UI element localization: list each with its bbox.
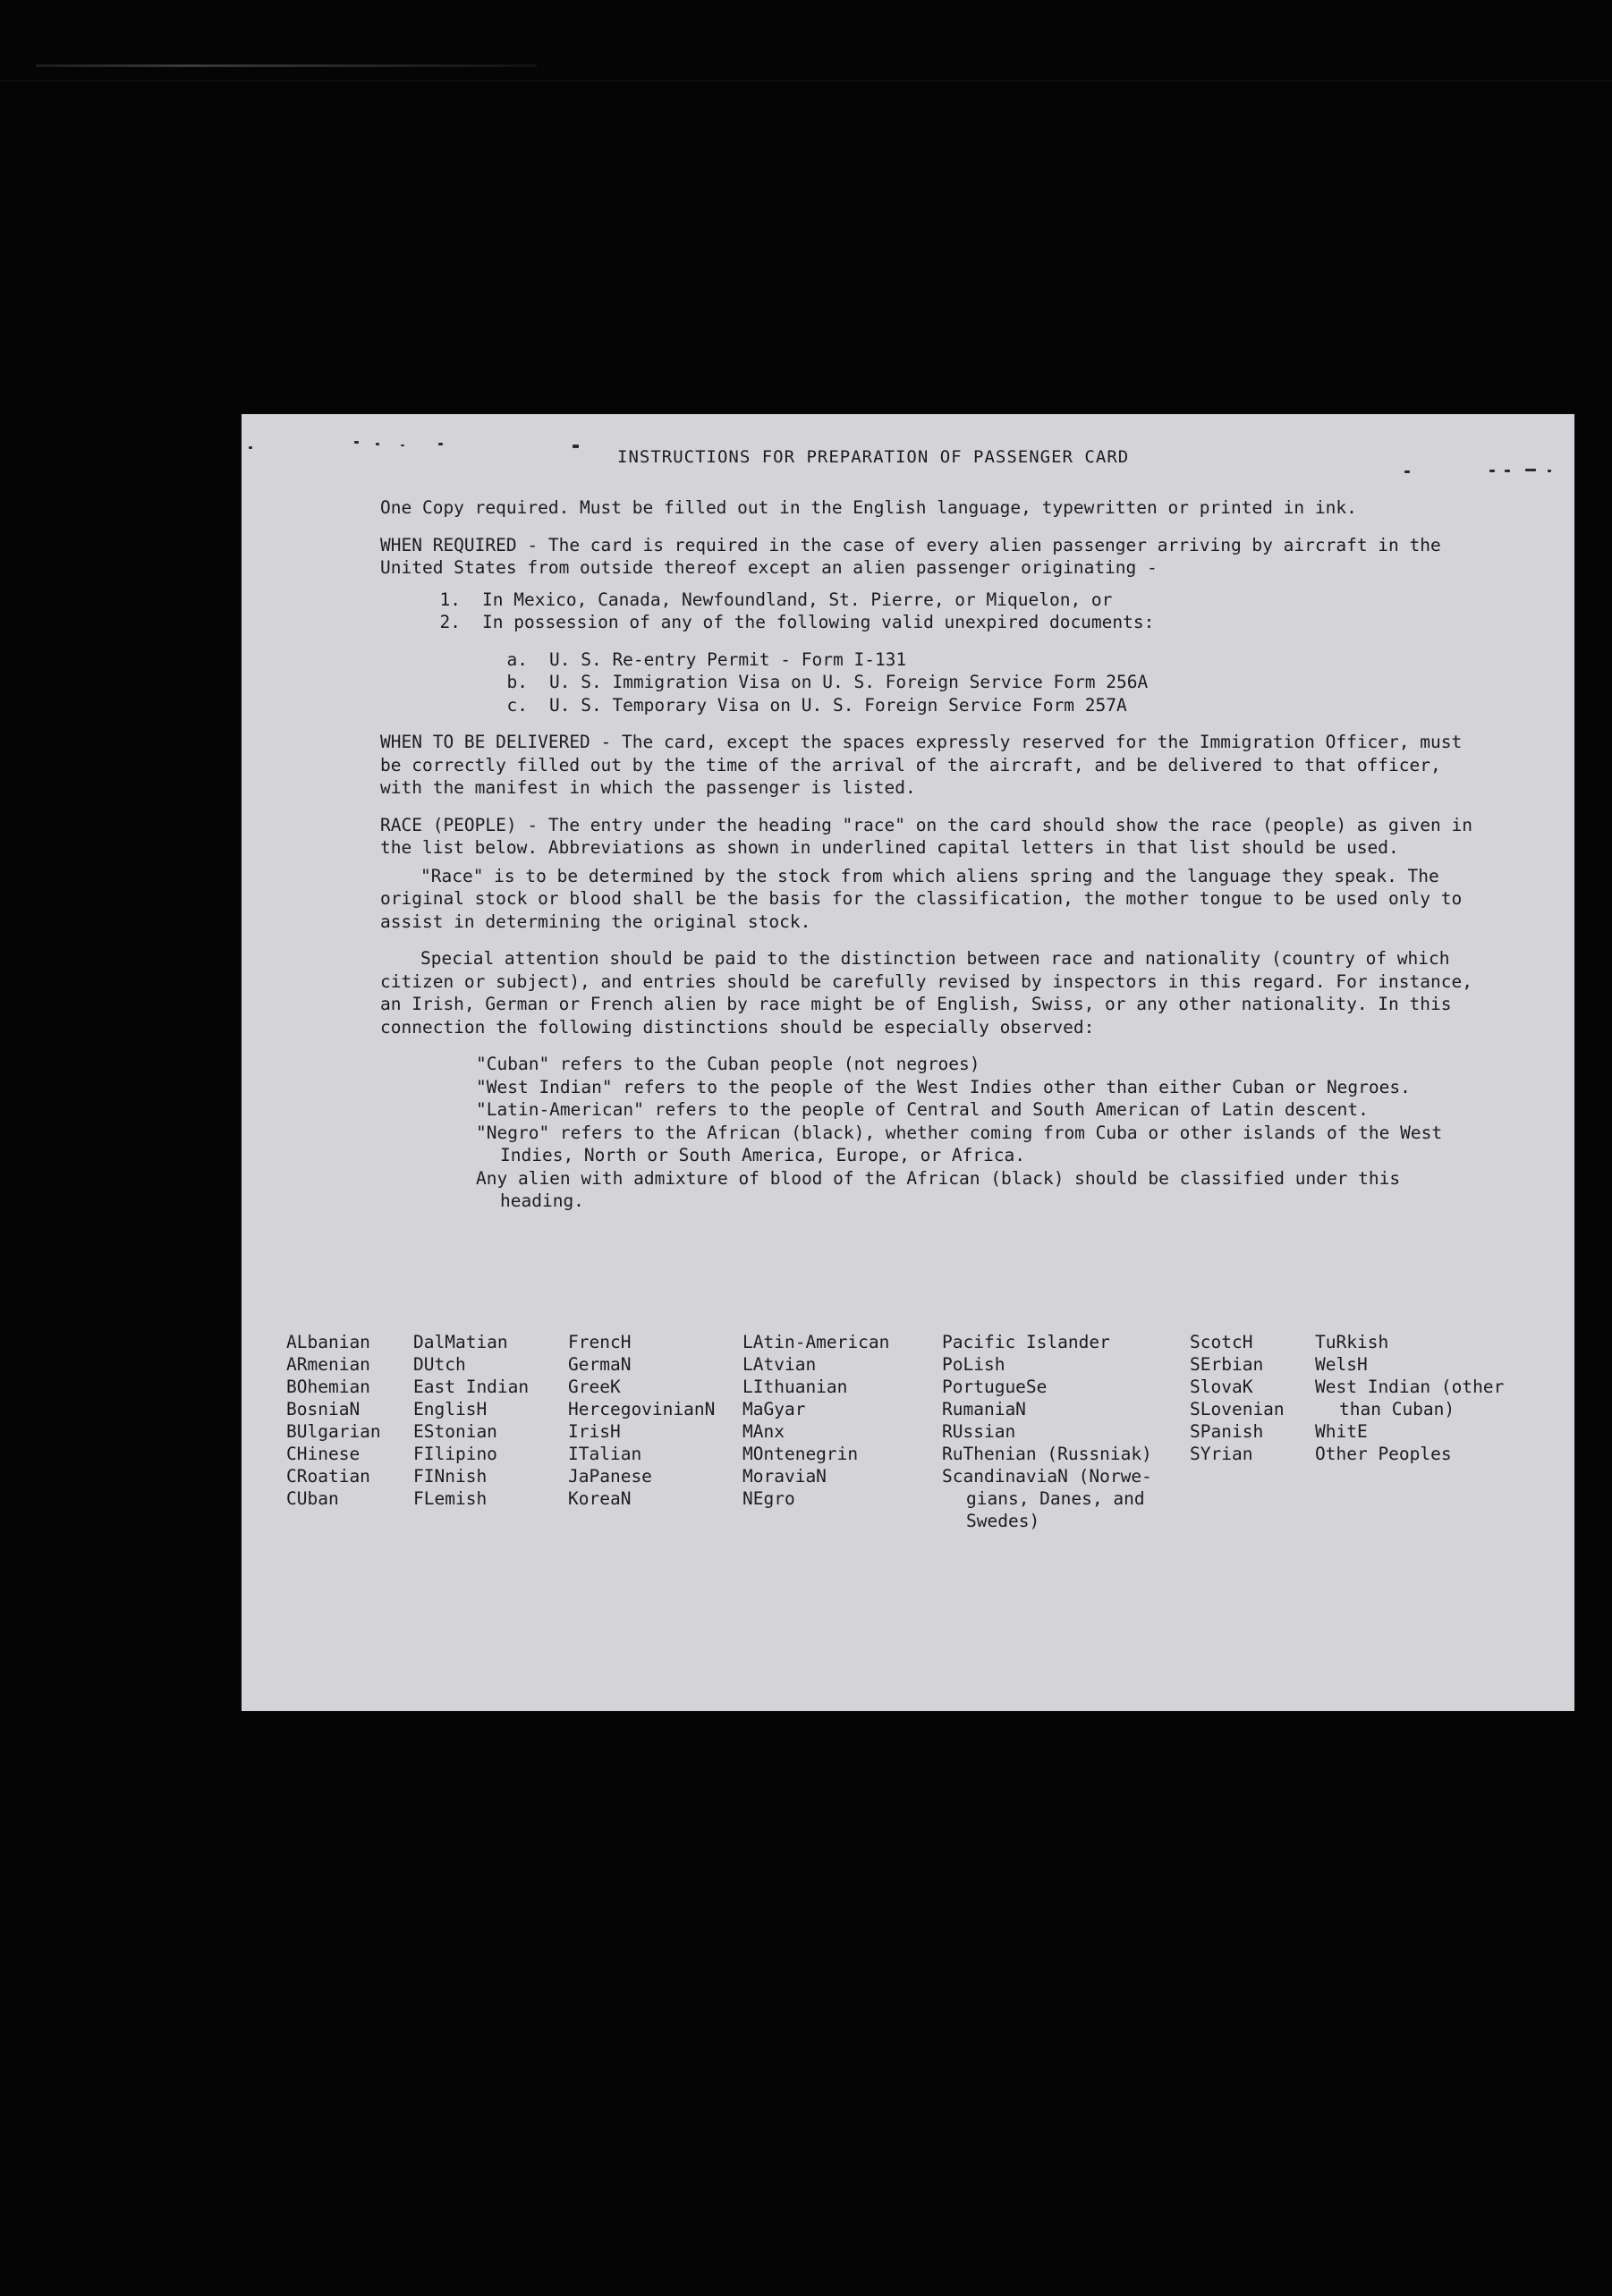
list-item: HercegovinianN: [568, 1399, 716, 1419]
list-item: West Indian (other: [1315, 1377, 1505, 1397]
list-item: East Indian: [413, 1377, 530, 1397]
list-item: CHinese: [286, 1444, 361, 1464]
list-item: BUlgarian: [286, 1421, 381, 1442]
list-item: Other Peoples: [1315, 1444, 1452, 1464]
list-item: MoraviaN: [742, 1466, 827, 1487]
speck: [376, 443, 379, 445]
list-item: KoreaN: [568, 1488, 632, 1509]
list-item: ScotcH: [1190, 1332, 1253, 1352]
race-determined-paragraph: "Race" is to be determined by the stock from which aliens spring and the language they speak. The original stock or blood shall be the basis for the classification, the mother tongue to be used only to assist in determining the original stock.: [380, 865, 1463, 932]
race-column-4: [742, 1331, 889, 1510]
list-item: BOhemian: [286, 1377, 370, 1397]
race-column-6: [1190, 1331, 1285, 1465]
list-item: TuRkish: [1315, 1332, 1389, 1352]
list-item: "Negro" refers to the African (black), whether coming from Cuba or other islands of the West Indies, North or South America, Europe, or Africa.: [476, 1122, 1443, 1165]
list-item: LAtin-American: [742, 1332, 890, 1352]
document-page: [242, 414, 1574, 1711]
speck: [1505, 470, 1510, 472]
distinctions-list: [380, 1053, 1480, 1213]
list-item: "Latin-American" refers to the people of Central and South American of Latin descent.: [476, 1099, 1369, 1120]
speck: [1525, 469, 1536, 471]
speck: [354, 441, 359, 444]
list-item: SErbian: [1190, 1354, 1264, 1375]
list-item: Any alien with admixture of blood of the African (black) should be classified under this heading.: [476, 1167, 1401, 1211]
race-column-3: [568, 1331, 715, 1510]
list-item: IrisH: [568, 1421, 621, 1442]
intro-paragraph: One Copy required. Must be filled out in the English language, typewritten or printed in ink.: [380, 497, 1357, 518]
speck: [1489, 470, 1495, 472]
list-item: FLemish: [413, 1488, 488, 1509]
speck: [401, 445, 404, 446]
list-item: ITalian: [568, 1444, 642, 1464]
race-people-paragraph: RACE (PEOPLE) - The entry under the heading "race" on the card should show the race (people) as given in the list below. Abbreviations as shown in underlined capital letters in that list should be used.: [380, 814, 1472, 858]
list-item: Pacific Islander: [942, 1332, 1110, 1352]
list-item: "West Indian" refers to the people of the West Indies other than either Cuban or Negroes.: [476, 1076, 1411, 1097]
list-item: GreeK: [568, 1377, 621, 1397]
list-item: FINnish: [413, 1466, 488, 1487]
list-item: "Cuban" refers to the Cuban people (not negroes): [476, 1054, 980, 1074]
list-item: a. U. S. Re-entry Permit - Form I-131: [506, 648, 907, 670]
list-item: JaPanese: [568, 1466, 652, 1487]
list-item: EStonian: [413, 1421, 497, 1442]
list-item: ALbanian: [286, 1332, 370, 1352]
speck: [249, 446, 252, 449]
list-item: ScandinaviaN (Norwe-: [942, 1466, 1152, 1487]
list-item: EnglisH: [413, 1399, 488, 1419]
list-item: DUtch: [413, 1354, 466, 1375]
list-item: 2. In possession of any of the following valid unexpired documents:: [439, 612, 1155, 632]
list-item: LAtvian: [742, 1354, 817, 1375]
exceptions-list: [380, 589, 1480, 634]
list-item: RUssian: [942, 1421, 1016, 1442]
list-item: DalMatian: [413, 1332, 508, 1352]
race-column-7: [1315, 1331, 1504, 1465]
special-attention-paragraph: Special attention should be paid to the distinction between race and nationality (country of which citizen or subject), and entries should be carefully revised by inspectors in this regard. For instance, an Irish, German or French alien by race might be of English, Swiss, or any other nationality. In this connection the following distinctions should be especially observed:: [380, 948, 1472, 1038]
list-item: b. U. S. Immigration Visa on U. S. Foreign Service Form 256A: [506, 672, 1149, 692]
when-required-paragraph: WHEN REQUIRED - The card is required in the case of every alien passenger arriving by aircraft in the United States from outside thereof except an alien passenger originating -: [380, 534, 1441, 578]
list-item: Swedes): [966, 1511, 1040, 1531]
list-item: CRoatian: [286, 1466, 370, 1487]
list-item: SLovenian: [1190, 1399, 1285, 1419]
list-item: WelsH: [1315, 1354, 1368, 1375]
film-edge-streak: [36, 64, 537, 67]
list-item: PortugueSe: [942, 1377, 1048, 1397]
list-item: GermaN: [568, 1354, 632, 1375]
list-item: than Cuban): [1339, 1399, 1455, 1419]
film-edge-line: [0, 80, 1612, 81]
page-title: INSTRUCTIONS FOR PREPARATION OF PASSENGER CARD: [617, 447, 1130, 467]
list-item: NEgro: [742, 1488, 795, 1509]
list-item: 1. In Mexico, Canada, Newfoundland, St. Pierre, or Miquelon, or: [439, 589, 1113, 610]
when-delivered-paragraph: WHEN TO BE DELIVERED - The card, except the spaces expressly reserved for the Immigration Officer, must be correctly filled out by the time of the arrival of the aircraft, and be delivered to that officer, with the manifest in which the passenger is listed.: [380, 732, 1463, 798]
speck: [1404, 470, 1410, 473]
list-item: MAnx: [742, 1421, 785, 1442]
speck: [438, 443, 443, 445]
speck: [573, 445, 579, 448]
documents-list: [380, 648, 1480, 717]
race-column-1: [286, 1331, 381, 1510]
list-item: RumaniaN: [942, 1399, 1026, 1419]
race-column-5: [942, 1331, 1152, 1532]
list-item: FIlipino: [413, 1444, 497, 1464]
list-item: SPanish: [1190, 1421, 1264, 1442]
list-item: SYrian: [1190, 1444, 1253, 1464]
list-item: PoLish: [942, 1354, 1005, 1375]
list-item: BosniaN: [286, 1399, 361, 1419]
list-item: CUban: [286, 1488, 339, 1509]
list-item: FrencH: [568, 1332, 632, 1352]
list-item: SlovaK: [1190, 1377, 1253, 1397]
list-item: ARmenian: [286, 1354, 370, 1375]
list-item: WhitE: [1315, 1421, 1368, 1442]
list-item: c. U. S. Temporary Visa on U. S. Foreign Service Form 257A: [506, 694, 1127, 716]
list-item: RuThenian (Russniak): [942, 1444, 1152, 1464]
list-item: gians, Danes, and: [966, 1488, 1145, 1509]
list-item: LIthuanian: [742, 1377, 848, 1397]
race-column-2: [413, 1331, 529, 1510]
list-item: MaGyar: [742, 1399, 806, 1419]
instructions-body: [380, 496, 1480, 1227]
list-item: MOntenegrin: [742, 1444, 859, 1464]
speck: [1548, 470, 1551, 472]
